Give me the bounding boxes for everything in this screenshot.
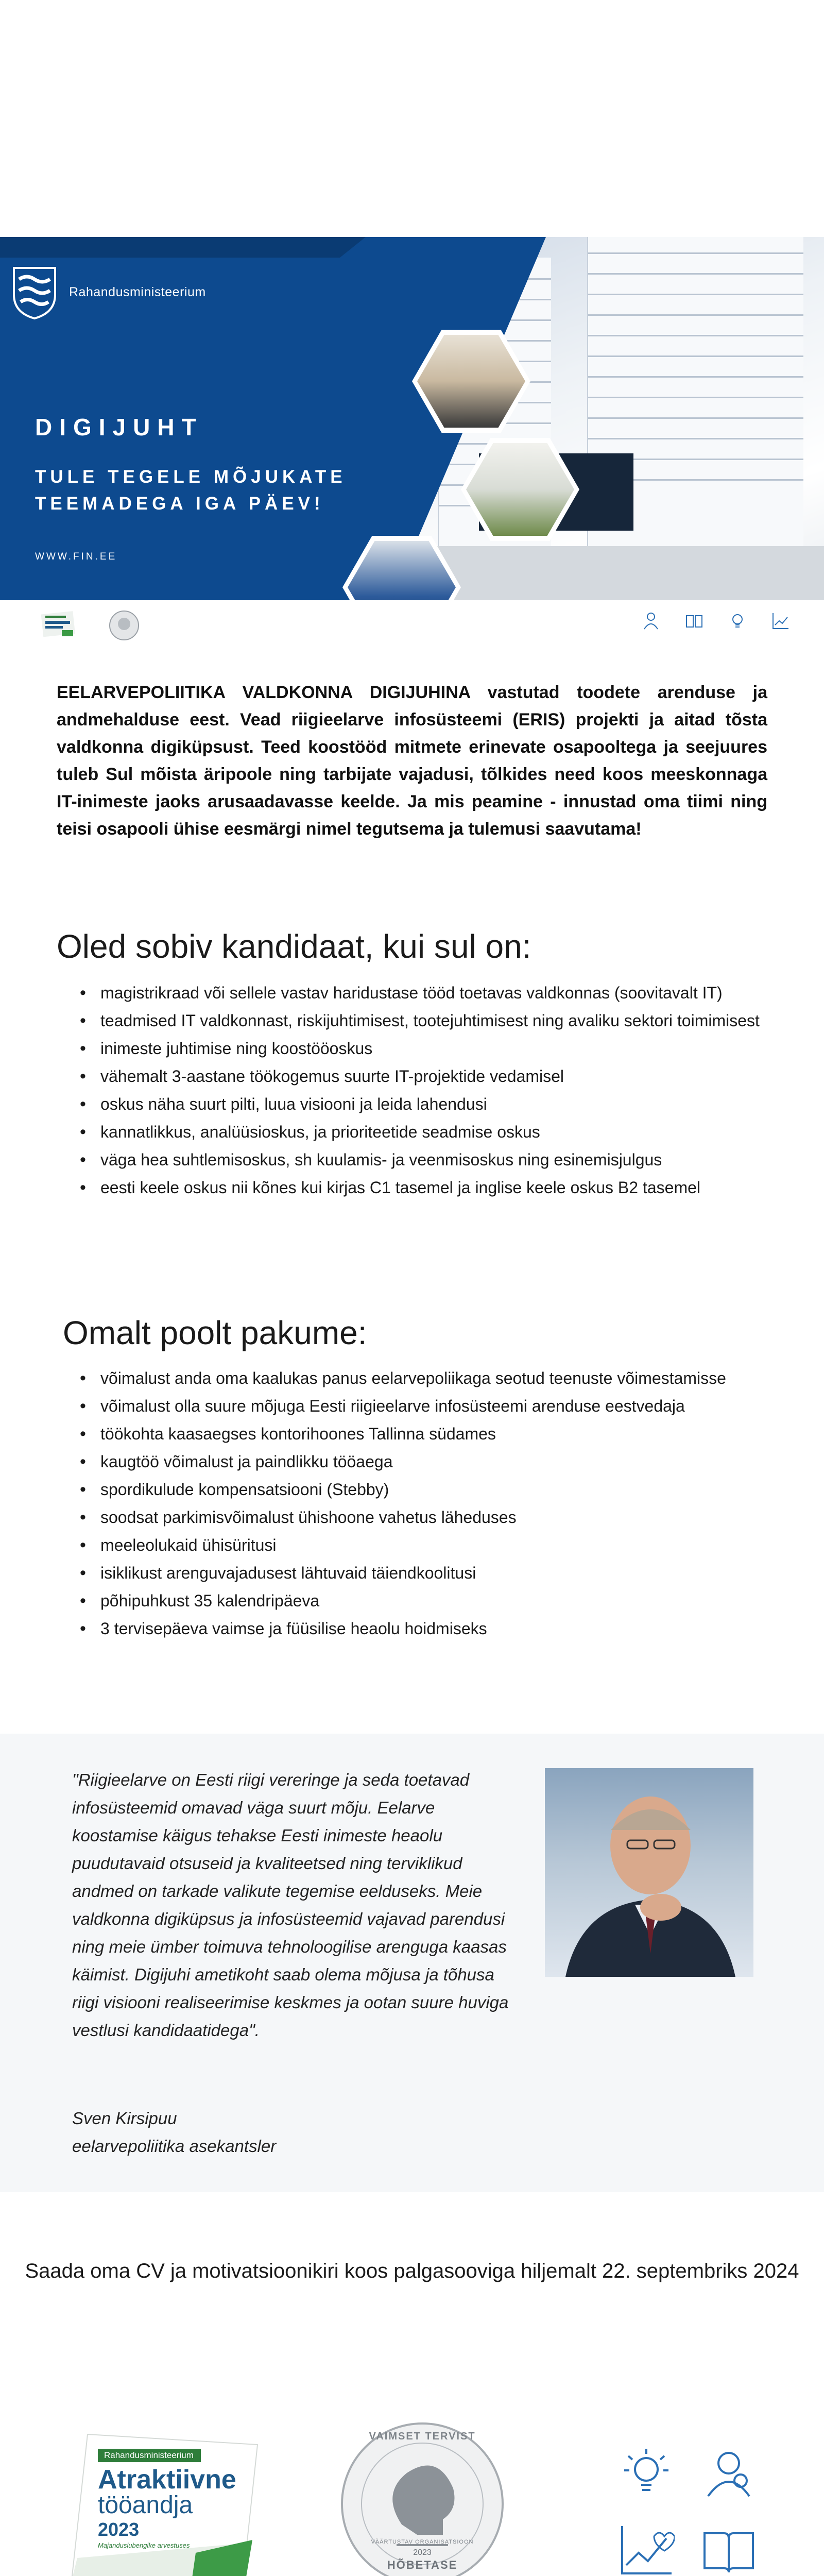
portrait-figure <box>545 1768 753 1977</box>
quote-author-name: Sven Kirsipuu <box>72 2109 177 2128</box>
growth-chart-icon <box>618 2522 675 2576</box>
person-mini-icon <box>642 612 660 630</box>
list-item: • vähemalt 3-aastane töökogemus suurte IT-projektide vedamisel <box>80 1062 765 1090</box>
list-item: • võimalust olla suure mõjuga Eesti riigieelarve infosüsteemi arenduse eestvedaja <box>80 1392 749 1420</box>
book-mini-icon <box>685 612 703 630</box>
list-item: • meeleolukaid ühisüritusi <box>80 1531 749 1559</box>
ministry-name: Rahandusministeerium <box>69 284 206 299</box>
offer-list <box>80 1364 749 1642</box>
list-item: • magistrikraad või sellele vastav haridustase tööd toetavas valdkonnas (soovitavalt IT) <box>80 979 765 1007</box>
employer-badge-mini-icon <box>41 609 77 640</box>
list-item: • soodsat parkimisvõimalust ühishoone vahetus läheduses <box>80 1503 749 1531</box>
coat-of-arms-icon <box>11 264 58 320</box>
list-item: • oskus näha suurt pilti, luua visiooni ja leida lahendusi <box>80 1090 765 1118</box>
list-item: • töökohta kaasaegses kontorihoones Tallinna südames <box>80 1420 749 1448</box>
quote-author-role: eelarvepoliitika asekantsler <box>72 2137 277 2156</box>
intro-paragraph: EELARVEPOLIITIKA VALDKONNA DIGIJUHINA vastutad toodete arenduse ja andmehalduse eest. Vead riigieelarve infosüsteemi (ERIS) projekti ja aitad tõsta valdkonna digiküpsust. Teed koostööd mitmete erinevate osapooltega ja seejuures tuleb Sul mõista äripoole ning tarbijate vajadusi, tõlkides need koos meeskonnaga IT-inimeste jaoks arusaadavasse keelde. Ja mis peamine - innustad oma tiimi ning teisi osapooli ühise eesmärgi nimel tegutsema ja tulemusi saavutama! <box>57 683 767 839</box>
person-icon <box>700 2445 757 2501</box>
candidate-heading: Oled sobiv kandidaat, kui sul on: <box>57 928 531 965</box>
list-item: • kannatlikkus, analüüsioskus, ja prioriteetide seadmise oskus <box>80 1118 765 1146</box>
list-item: • spordikulude kompensatsiooni (Stebby) <box>80 1476 749 1503</box>
hero-url: WWW.FIN.EE <box>35 551 117 562</box>
list-item: • väga hea suhtlemisoskus, sh kuulamis- ja veenmisoskus ning esinemisjulgus <box>80 1146 765 1174</box>
hero-banner <box>0 237 824 600</box>
lightbulb-icon <box>618 2445 675 2501</box>
health-badge-mini-icon <box>108 609 140 641</box>
list-item: • põhipuhkust 35 kalendripäeva <box>80 1587 749 1615</box>
application-deadline: Saada oma CV ja motivatsioonikiri koos palgasooviga hiljemalt 22. septembriks 2024 <box>25 2260 799 2282</box>
list-item: • kaugtöö võimalust ja paindlikku tööaega <box>80 1448 749 1476</box>
list-item: • eesti keele oskus nii kõnes kui kirjas C1 tasemel ja inglise keele oskus B2 tasemel <box>80 1174 765 1201</box>
quote-signature <box>72 2105 276 2160</box>
list-item: • teadmised IT valdkonnast, riskijuhtimisest, tootejuhtimisest ning avaliku sektori toimimisest <box>80 1007 765 1035</box>
candidate-list <box>80 979 765 1201</box>
mental-health-badge: VAIMSET TERVIST VÄÄRTUSTAV ORGANISATSIOON 2023 HÕBETASE <box>340 2421 505 2576</box>
open-book-icon <box>700 2522 757 2576</box>
list-item: • inimeste juhtimise ning koostööoskus <box>80 1035 765 1062</box>
chart-mini-icon <box>771 612 790 630</box>
mini-icon-row <box>639 612 793 630</box>
hero-title: DIGIJUHT <box>35 414 203 440</box>
ministry-logo <box>11 264 206 320</box>
hero-subtitle: TULE TEGELE MÕJUKATE TEEMADEGA IGA PÄEV! <box>35 467 347 514</box>
list-item: • võimalust anda oma kaalukas panus eelarvepoliikaga seotud teenuste võimestamisse <box>80 1364 749 1392</box>
logo-strip <box>0 600 824 648</box>
list-item: • isiklikust arenguvajadusest lähtuvaid täiendkoolitusi <box>80 1559 749 1587</box>
list-item: • 3 tervisepäeva vaimse ja füüsilise heaolu hoidmiseks <box>80 1615 749 1642</box>
lightbulb-mini-icon <box>728 612 747 630</box>
offer-heading: Omalt poolt pakume: <box>63 1314 367 1351</box>
quote-text: "Riigieelarve on Eesti riigi vereringe ja seda toetavad infosüsteemid omavad väga suurt mõju. Eelarve koostamise käigus tehakse Eesti inimeste heaolu puudutavaid otsuseid ja kvaliteetsed ning terviklikud andmed on tarkade valikute tegemise eelduseks. Meie valdkonna digiküpsus ja infosüsteemid vajavad parendusi ning meie ümber toimuva tehnoloogilise arenguga kaasas käimist. Digijuhi ametikoht saab olema mõjusa ja tõhusa riigi visiooni realiseerimise keskmes ja ootan suure huviga vestlusi kandidaatidega". <box>72 1770 509 2040</box>
attractive-employer-badge: Rahandusministeerium Atraktiivne tööandja 2023 Majanduslubengike arvestuses <box>67 2424 263 2576</box>
sven-portrait-photo <box>545 1768 753 1977</box>
values-icon-grid <box>618 2445 767 2576</box>
